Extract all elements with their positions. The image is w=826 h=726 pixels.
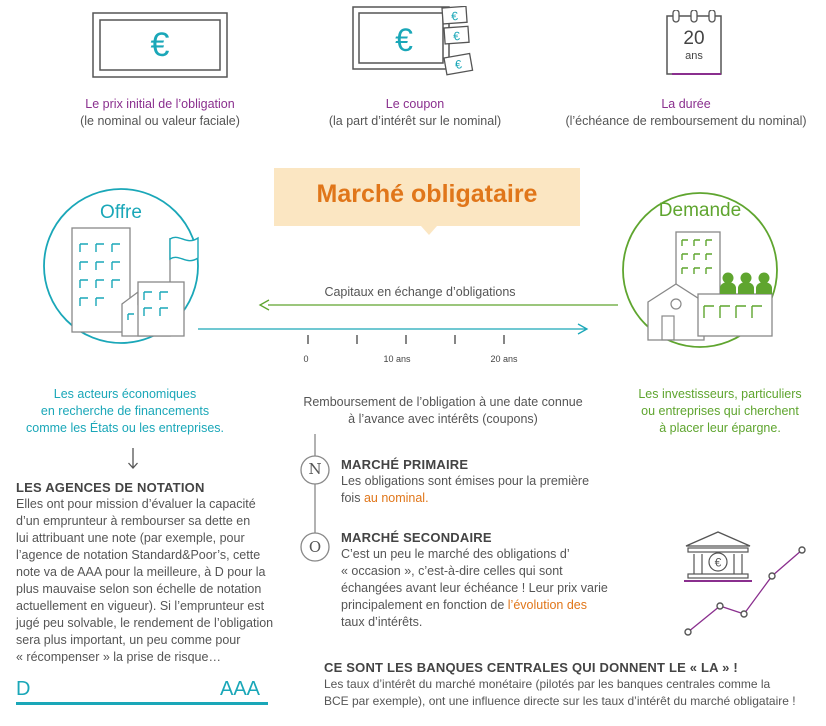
rate-point [741, 611, 747, 617]
calendar-icon [664, 10, 724, 76]
banner-pointer [421, 226, 437, 235]
caption-nominal: Le prix initial de l’obligation (le nominal ou valeur faciale) [80, 97, 240, 128]
primaire-badge: N [308, 460, 322, 478]
rate-point [799, 547, 805, 553]
capital-arrow [258, 298, 618, 312]
secondaire-highlight-2: taux d’intérêts. [341, 615, 423, 629]
caption-duree: La durée (l’échéance de remboursement du nominal) [565, 97, 807, 128]
rate-point [685, 629, 691, 635]
secondaire-title: MARCHÉ SECONDAIRE [341, 530, 492, 545]
timeline-label-10: 10 ans [383, 354, 411, 364]
banques-centrales: CE SONT LES BANQUES CENTRALES QUI DONNENT LE « LA » ! Les taux d’intérêt du marché monétaire (pilotés par les banques centrales comme la BCE par exemple), ont une influence directe sur les taux d’intérêt du marché obligataire ! [324, 660, 824, 710]
banques-title: CE SONT LES BANQUES CENTRALES QUI DONNENT LE « LA » ! [324, 660, 738, 675]
svg-text:€: € [450, 8, 459, 24]
caption-coupon: Le coupon (la part d’intérêt sur le nominal) [328, 97, 502, 128]
svg-text:€: € [714, 555, 722, 570]
agences-notation: LES AGENCES DE NOTATION Elles ont pour mission d’évaluer la capacité d’un emprunteur à rembourser sa dette en lui attribuant une note (par exemple, pour l’agence de notation Standard&Poor’s, cette note va de AAA pour la meilleure, à D pour la plus mauvaise selon son échelle de notation actuellement en vigueur). Si l’emprunteur est jugé peu solvable, le rendement de l’obligation sera plus important, un peu comme pour « récompenser » la prise de risque… [16, 480, 274, 664]
central-bank-rates-icon [676, 528, 816, 640]
rate-line [688, 550, 802, 632]
bank-icon [686, 532, 750, 546]
svg-text:€: € [150, 26, 170, 64]
demande-title: Demande [658, 200, 742, 221]
investors-group [720, 273, 772, 295]
shop [698, 294, 772, 336]
svg-text:€: € [395, 22, 413, 58]
rate-point [769, 573, 775, 579]
agences-title: LES AGENCES DE NOTATION [16, 480, 205, 495]
remboursement-text: Remboursement de l’obligation à une date connue à l’avance avec intérêts (coupons) [303, 395, 583, 426]
offre-description: Les acteurs économiques en recherche de financements comme les États ou les entreprises. [26, 387, 224, 435]
secondaire-highlight-1: l’évolution des [507, 598, 587, 612]
timeline-label-20: 20 ans [490, 354, 518, 364]
rating-scale-low: D [16, 678, 31, 700]
timeline-arrow [198, 322, 590, 346]
timeline-label-0: 0 [303, 354, 309, 364]
rate-point [717, 603, 723, 609]
rating-scale-high: AAA [220, 678, 261, 700]
calendar-unit: ans [685, 50, 703, 62]
demande-description: Les investisseurs, particuliers ou entreprises qui cherchent à placer leur épargne. [638, 387, 802, 435]
coupon-icon [352, 6, 476, 82]
offre-title: Offre [100, 202, 142, 223]
market-title: Marché obligataire [316, 180, 538, 208]
rating-scale-bar [16, 702, 268, 705]
capital-arrow-label: Capitaux en échange d’obligations [324, 285, 516, 299]
calendar-number: 20 [683, 28, 705, 49]
primaire-title: MARCHÉ PRIMAIRE [341, 457, 469, 472]
marche-secondaire: MARCHÉ SECONDAIRE C’est un peu le marché des obligations d’ « occasion », c’est-à-dire celles qui sont échangées avant leur échéance ! Leur prix varie principalement en fonction de l’évolution des taux d’intérêts. [341, 530, 631, 631]
down-arrow-icon [127, 448, 139, 470]
marche-primaire: MARCHÉ PRIMAIRE Les obligations sont émises pour la première fois au nominal. [341, 457, 621, 507]
svg-text:€: € [452, 28, 461, 44]
secondaire-badge: O [308, 538, 322, 556]
flag [170, 237, 198, 260]
primaire-highlight: au nominal. [363, 491, 429, 505]
svg-text:€: € [453, 57, 463, 73]
banknote-icon [92, 12, 228, 78]
